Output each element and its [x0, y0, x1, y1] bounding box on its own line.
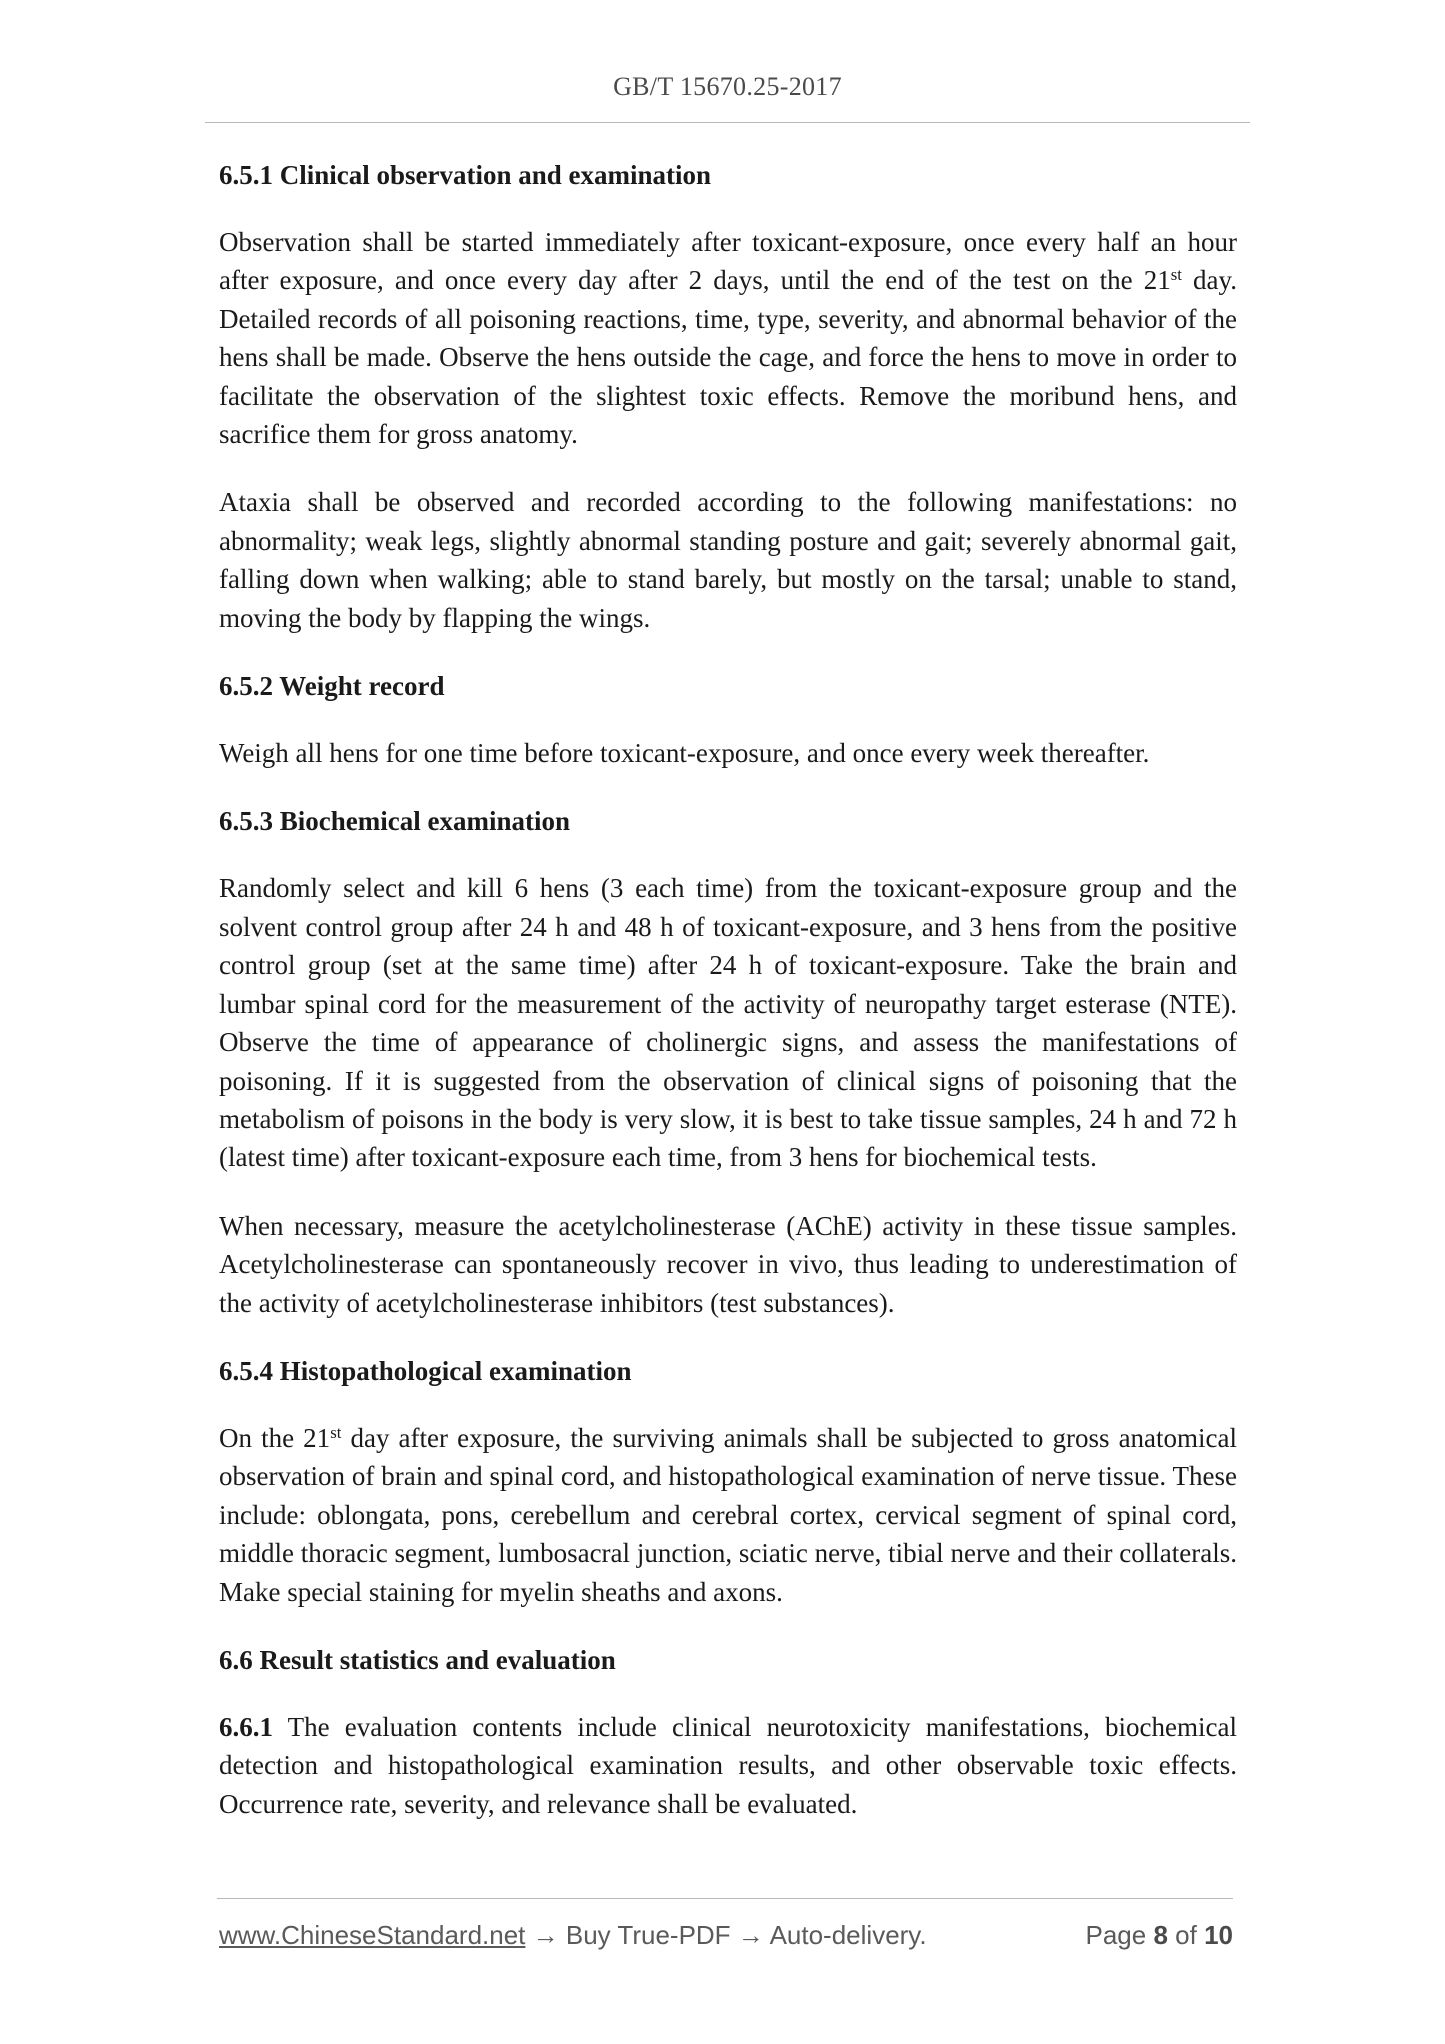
- section-heading-6-5-4: 6.5.4 Histopathological examination: [219, 1355, 632, 1386]
- paragraph: On the 21st day after exposure, the surviving animals shall be subjected to gross anatomical observation of brain and spinal cord, and histopathological examination of nerve tissue. These include: oblongata, pons, cerebellum and cerebral cortex, cervical segment of spinal cord, middle thoracic segment, lumbosacral junction, sciatic nerve, tibial nerve and their collaterals. Make special staining for myelin sheaths and axons.: [219, 1422, 1238, 1607]
- paragraph: 6.6.1 The evaluation contents include clinical neurotoxicity manifestations, biochemical detection and histopathological examination results, and other observable toxic effects. Occurrence rate, severity, and relevance shall be evaluated.: [219, 1711, 1237, 1819]
- running-header: GB/T 15670.25-2017: [613, 72, 842, 101]
- page-indicator: Page 8 of 10: [1085, 1920, 1233, 1950]
- website-link[interactable]: www.ChineseStandard.net: [219, 1920, 526, 1950]
- header-divider: [205, 122, 1250, 123]
- footer-divider: [217, 1898, 1233, 1899]
- ordinal-suffix: st: [330, 1422, 342, 1442]
- paragraph: Ataxia shall be observed and recorded according to the following manifestations: no abnormality; weak legs, slightly abnormal standing posture and gait; severely abnormal gait, falling down when walking; able to stand barely, but mostly on the tarsal; unable to stand, moving the body by flapping the wings.: [219, 487, 1237, 633]
- paragraph: Weigh all hens for one time before toxicant-exposure, and once every week thereafter.: [219, 738, 1150, 769]
- ordinal-suffix: st: [1170, 265, 1182, 285]
- section-heading-6-5-2: 6.5.2 Weight record: [219, 671, 445, 702]
- promo-text: → Buy True-PDF → Auto-delivery.: [525, 1920, 927, 1950]
- current-page-number: 8: [1153, 1920, 1168, 1950]
- total-pages-number: 10: [1204, 1920, 1233, 1950]
- paragraph: Observation shall be started immediately after toxicant-exposure, once every half an hour after exposure, and once every day after 2 days, until the end of the test on the 21st day. Detailed records of all poisoning reactions, time, type, severity, and abnormal behavior of the hens shall be made. Observe the hens outside the cage, and force the hens to move in order to facilitate the observation of the slightest toxic effects. Remove the moribund hens, and sacrifice them for gross anatomy.: [219, 227, 1237, 450]
- section-heading-6-6: 6.6 Result statistics and evaluation: [219, 1644, 616, 1675]
- paragraph: Randomly select and kill 6 hens (3 each time) from the toxicant-exposure group and the solvent control group after 24 h and 48 h of toxicant-exposure, and 3 hens from the positive control group (set at the same time) after 24 h of toxicant-exposure. Take the brain and lumbar spinal cord for the measurement of the activity of neuropathy target esterase (NTE). Observe the time of appearance of cholinergic signs, and assess the manifestations of poisoning. If it is suggested from the observation of clinical signs of poisoning that the metabolism of poisons in the body is very slow, it is best to take tissue samples, 24 h and 72 h (latest time) after toxicant-exposure each time, from 3 hens for biochemical tests.: [219, 873, 1237, 1173]
- section-heading-6-5-1: 6.5.1 Clinical observation and examination: [219, 160, 712, 190]
- page-body: [219, 156, 1237, 1823]
- section-heading-6-5-3: 6.5.3 Biochemical examination: [219, 806, 570, 837]
- paragraph: When necessary, measure the acetylcholinesterase (AChE) activity in these tissue samples. Acetylcholinesterase can spontaneously recover in vivo, thus leading to underestimation of the activity of acetylcholinesterase inhibitors (test substances).: [219, 1210, 1237, 1318]
- clause-number: 6.6.1: [219, 1711, 273, 1742]
- page-footer: [219, 1920, 1233, 1960]
